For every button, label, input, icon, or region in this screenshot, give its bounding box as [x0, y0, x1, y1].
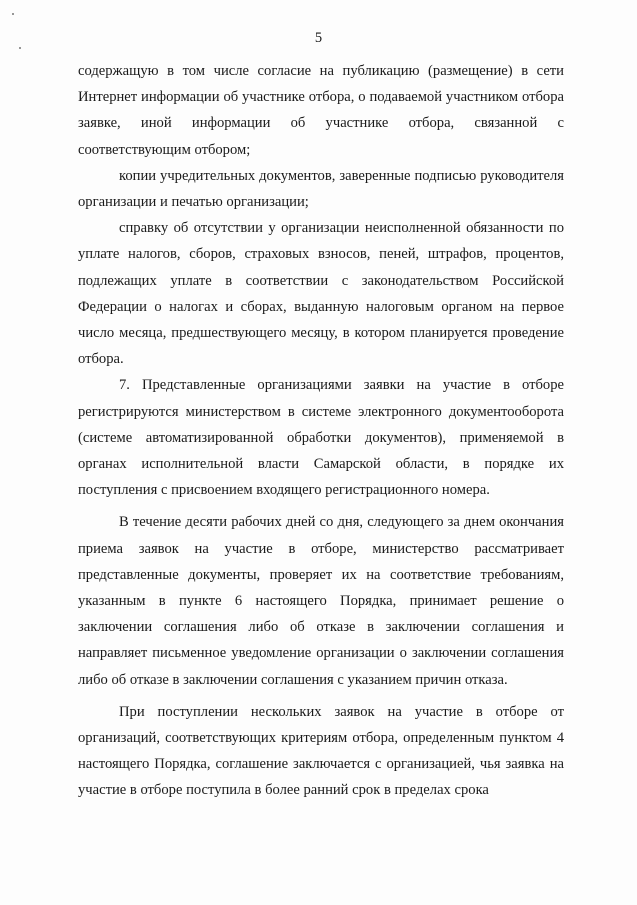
paragraph-review-period: В течение десяти рабочих дней со дня, следующего за днем окончания приема заявок на участие в отборе, министерство рассматривает представленные документы, проверяет их на соответствие требованиям, указанным в пункте 6 настоящего Порядка, принимает решение о заключении соглашения либо об отказе в заключении соглашения и направляет письменное уведомление организации о заключении соглашения либо об отказе в заключении соглашения с указанием причин отказа.	[78, 514, 564, 688]
paragraph-tax-certificate: справку об отсутствии у организации неисполненной обязанности по уплате налогов, сборов, страховых взносов, пеней, штрафов, процентов, подлежащих уплате в соответствии с законодательством Российской Федерации о налогах и сборах, выданную налоговым органом на первое число месяца, предшествующего месяцу, в котором планируется проведение отбора.	[78, 220, 564, 368]
paragraph-multiple-applications: При поступлении нескольких заявок на участие в отборе от организаций, соответствующих критериям отбора, определенным пунктом 4 настоящего Порядка, соглашение заключается с организацией, чья заявка на участие в отборе поступила в более ранний срок в пределах срока	[78, 703, 564, 799]
paragraph-item-7: 7. Представленные организациями заявки на участие в отборе регистрируются министерством в системе электронного документооборота (системе автоматизированной обработки документов), применяемой в органах исполнительной власти Самарской области, в порядке их поступления с присвоением входящего регистрационного номера.	[78, 377, 564, 499]
document-body	[78, 58, 564, 804]
scan-speck	[12, 13, 14, 15]
paragraph-charter-copies: копии учредительных документов, заверенные подписью руководителя организации и печатью организации;	[78, 167, 564, 211]
page-number: 5	[314, 30, 323, 46]
scan-speck	[19, 47, 21, 49]
paragraph-continuation: содержащую в том числе согласие на публикацию (размещение) в сети Интернет информации об участнике отбора, о подаваемой участником отбора заявке, иной информации об участнике отбора, связанной с соответствующим отбором;	[78, 63, 564, 158]
